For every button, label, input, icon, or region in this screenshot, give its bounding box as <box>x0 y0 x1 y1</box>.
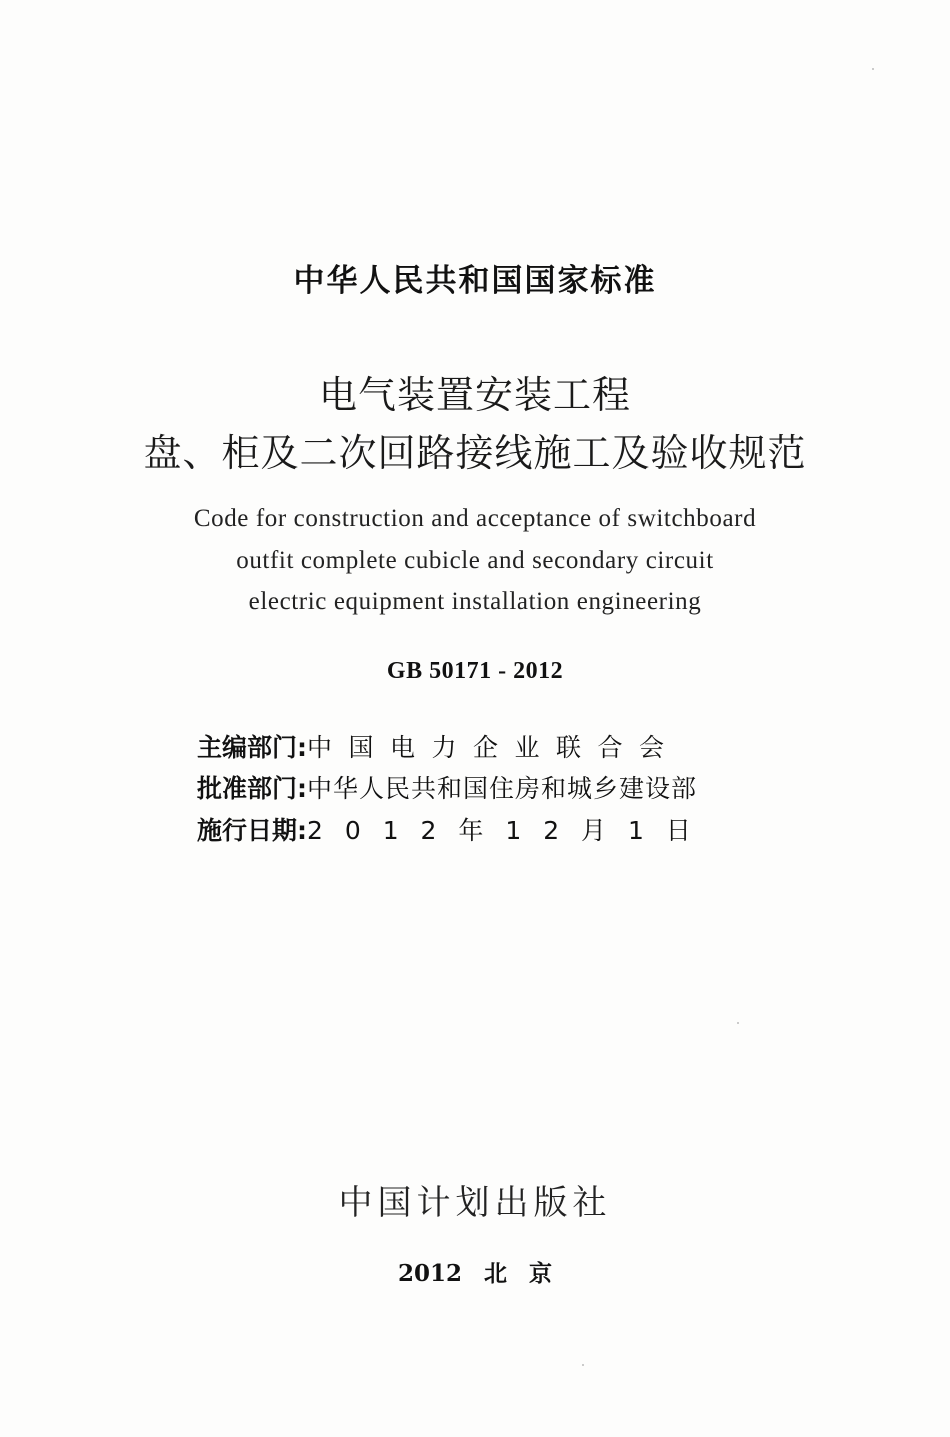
effective-date-row <box>197 811 757 847</box>
scan-speck <box>872 68 874 70</box>
approver-value: 中华人民共和国住房和城乡建设部 <box>307 774 698 803</box>
chinese-title-line-2: 盘、柜及二次回路接线施工及验收规范 <box>143 431 807 475</box>
scan-speck <box>737 1022 739 1024</box>
chinese-title-line-1: 电气装置安装工程 <box>318 373 631 417</box>
publication-year-place: 2012 北 京 <box>397 1260 553 1287</box>
editor-value: 中国电力企业联合会 <box>307 733 681 762</box>
scan-speck <box>582 1364 584 1366</box>
standard-type-heading: 中华人民共和国国家标准 <box>293 263 657 299</box>
english-title-line-2: outfit complete cubicle and secondary circuit <box>236 547 714 574</box>
approver-label: 批准部门: <box>197 774 307 803</box>
publisher-name: 中国计划出版社 <box>338 1183 612 1223</box>
english-title-line-1: Code for construction and acceptance of switchboard <box>193 505 757 532</box>
editor-label: 主编部门: <box>197 733 307 762</box>
english-title-line-3: electric equipment installation engineering <box>248 588 702 615</box>
editor-row <box>197 728 757 764</box>
standard-code: GB 50171 - 2012 <box>386 658 564 684</box>
effective-date-label: 施行日期: <box>197 816 307 845</box>
effective-date-value: 2 0 1 2 年 1 2 月 1 日 <box>307 816 698 845</box>
approver-row <box>197 769 757 805</box>
